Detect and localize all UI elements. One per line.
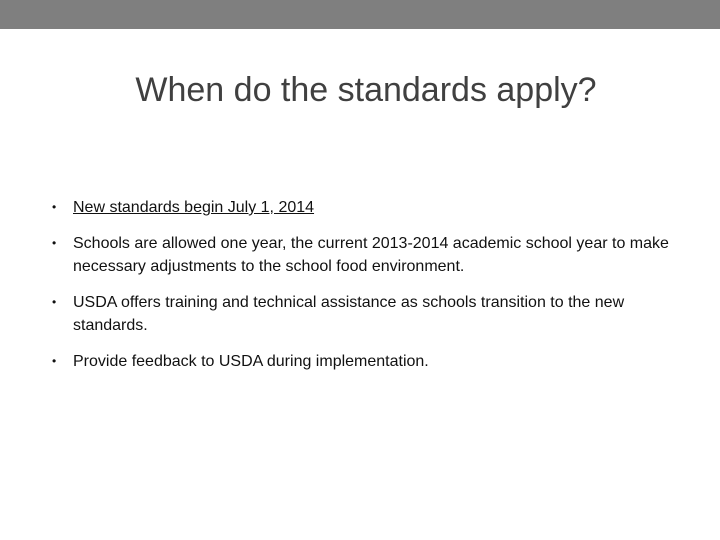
bullet-text: New standards begin July 1, 2014 (73, 199, 315, 216)
top-bar (0, 0, 720, 29)
bullet-text: USDA offers training and technical assistance as schools transition to the new standards. (73, 294, 625, 334)
bullet-marker: • (52, 200, 57, 214)
bullet-text: Schools are allowed one year, the current 2013-2014 academic school year to make necessary adjustments to the school food environment. (73, 235, 669, 275)
bullet-item-3 (0, 291, 720, 337)
bullet-item-1 (0, 196, 720, 219)
bullet-marker: • (52, 354, 57, 368)
bullet-item-2 (0, 232, 720, 278)
bullet-item-4 (0, 350, 720, 373)
slide-title: When do the standards apply? (135, 71, 597, 109)
bullet-marker: • (52, 236, 57, 250)
bullet-text: Provide feedback to USDA during implementation. (73, 353, 429, 370)
bullet-marker: • (52, 295, 57, 309)
bullet-list (0, 196, 720, 386)
